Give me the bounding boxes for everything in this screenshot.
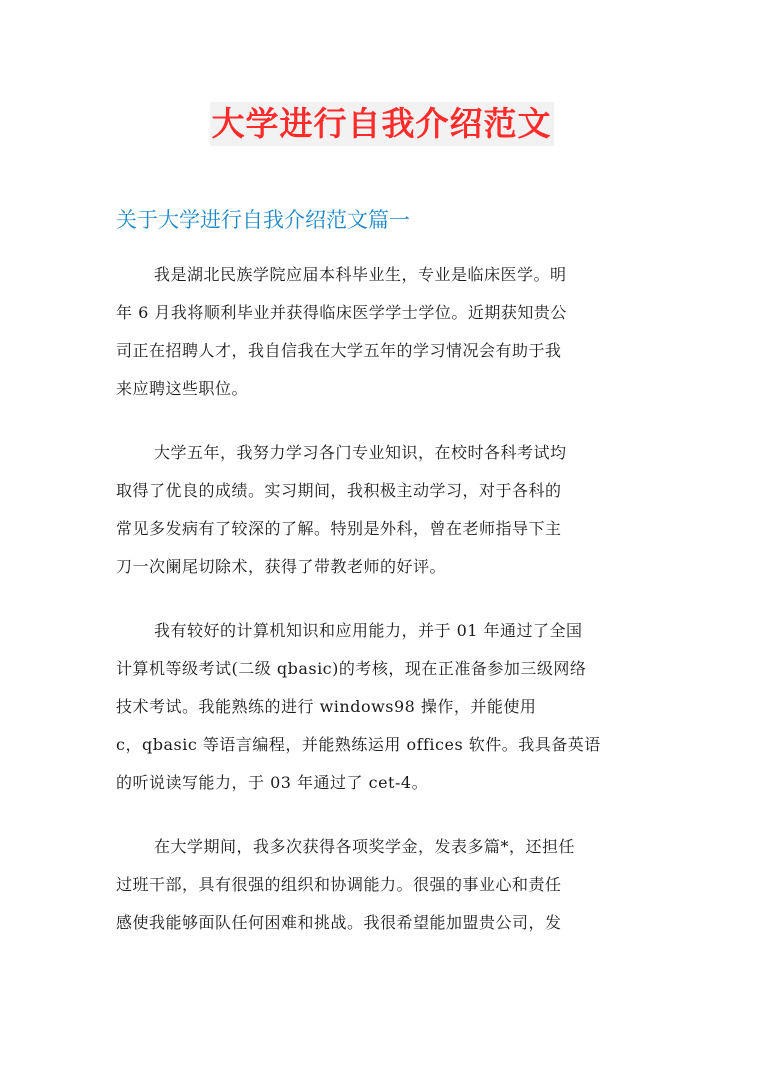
document-body: [116, 256, 656, 968]
paragraph-line: c，qbasic 等语言编程，并能熟练运用 offices 软件。我具备英语: [116, 735, 601, 754]
paragraph-line: 来应聘这些职位。: [116, 379, 249, 398]
paragraph-2: [116, 434, 656, 586]
paragraph-3: [116, 612, 656, 802]
paragraph-line: 年 6 月我将顺利毕业并获得临床医学学士学位。近期获知贵公: [116, 303, 567, 322]
paragraph-line: 计算机等级考试(二级 qbasic)的考核，现在正准备参加三级网络: [116, 659, 587, 678]
paragraph-line: 我有较好的计算机知识和应用能力，并于 01 年通过了全国: [154, 621, 583, 640]
paragraph-line: 大学五年，我努力学习各门专业知识，在校时各科考试均: [154, 443, 567, 462]
paragraph-4: [116, 828, 656, 942]
section-heading: 关于大学进行自我介绍范文篇一: [116, 208, 410, 232]
paragraph-line: 技术考试。我能熟练的进行 windows98 操作，并能使用: [116, 697, 537, 716]
paragraph-line: 感使我能够面队任何困难和挑战。我很希望能加盟贵公司，发: [116, 913, 562, 932]
title-container: [0, 102, 763, 146]
paragraph-line: 过班干部，具有很强的组织和协调能力。很强的事业心和责任: [116, 875, 562, 894]
paragraph-line: 常见多发病有了较深的了解。特别是外科，曾在老师指导下主: [116, 519, 562, 538]
document-title: 大学进行自我介绍范文: [210, 102, 554, 146]
paragraph-1: [116, 256, 656, 408]
paragraph-line: 我是湖北民族学院应届本科毕业生，专业是临床医学。明: [154, 265, 567, 284]
paragraph-line: 取得了优良的成绩。实习期间，我积极主动学习，对于各科的: [116, 481, 562, 500]
paragraph-line: 的听说读写能力，于 03 年通过了 cet-4。: [116, 773, 429, 792]
paragraph-line: 司正在招聘人才，我自信我在大学五年的学习情况会有助于我: [116, 341, 562, 360]
paragraph-line: 在大学期间，我多次获得各项奖学金，发表多篇*，还担任: [154, 837, 576, 856]
paragraph-line: 刀一次阑尾切除术，获得了带教老师的好评。: [116, 557, 447, 576]
